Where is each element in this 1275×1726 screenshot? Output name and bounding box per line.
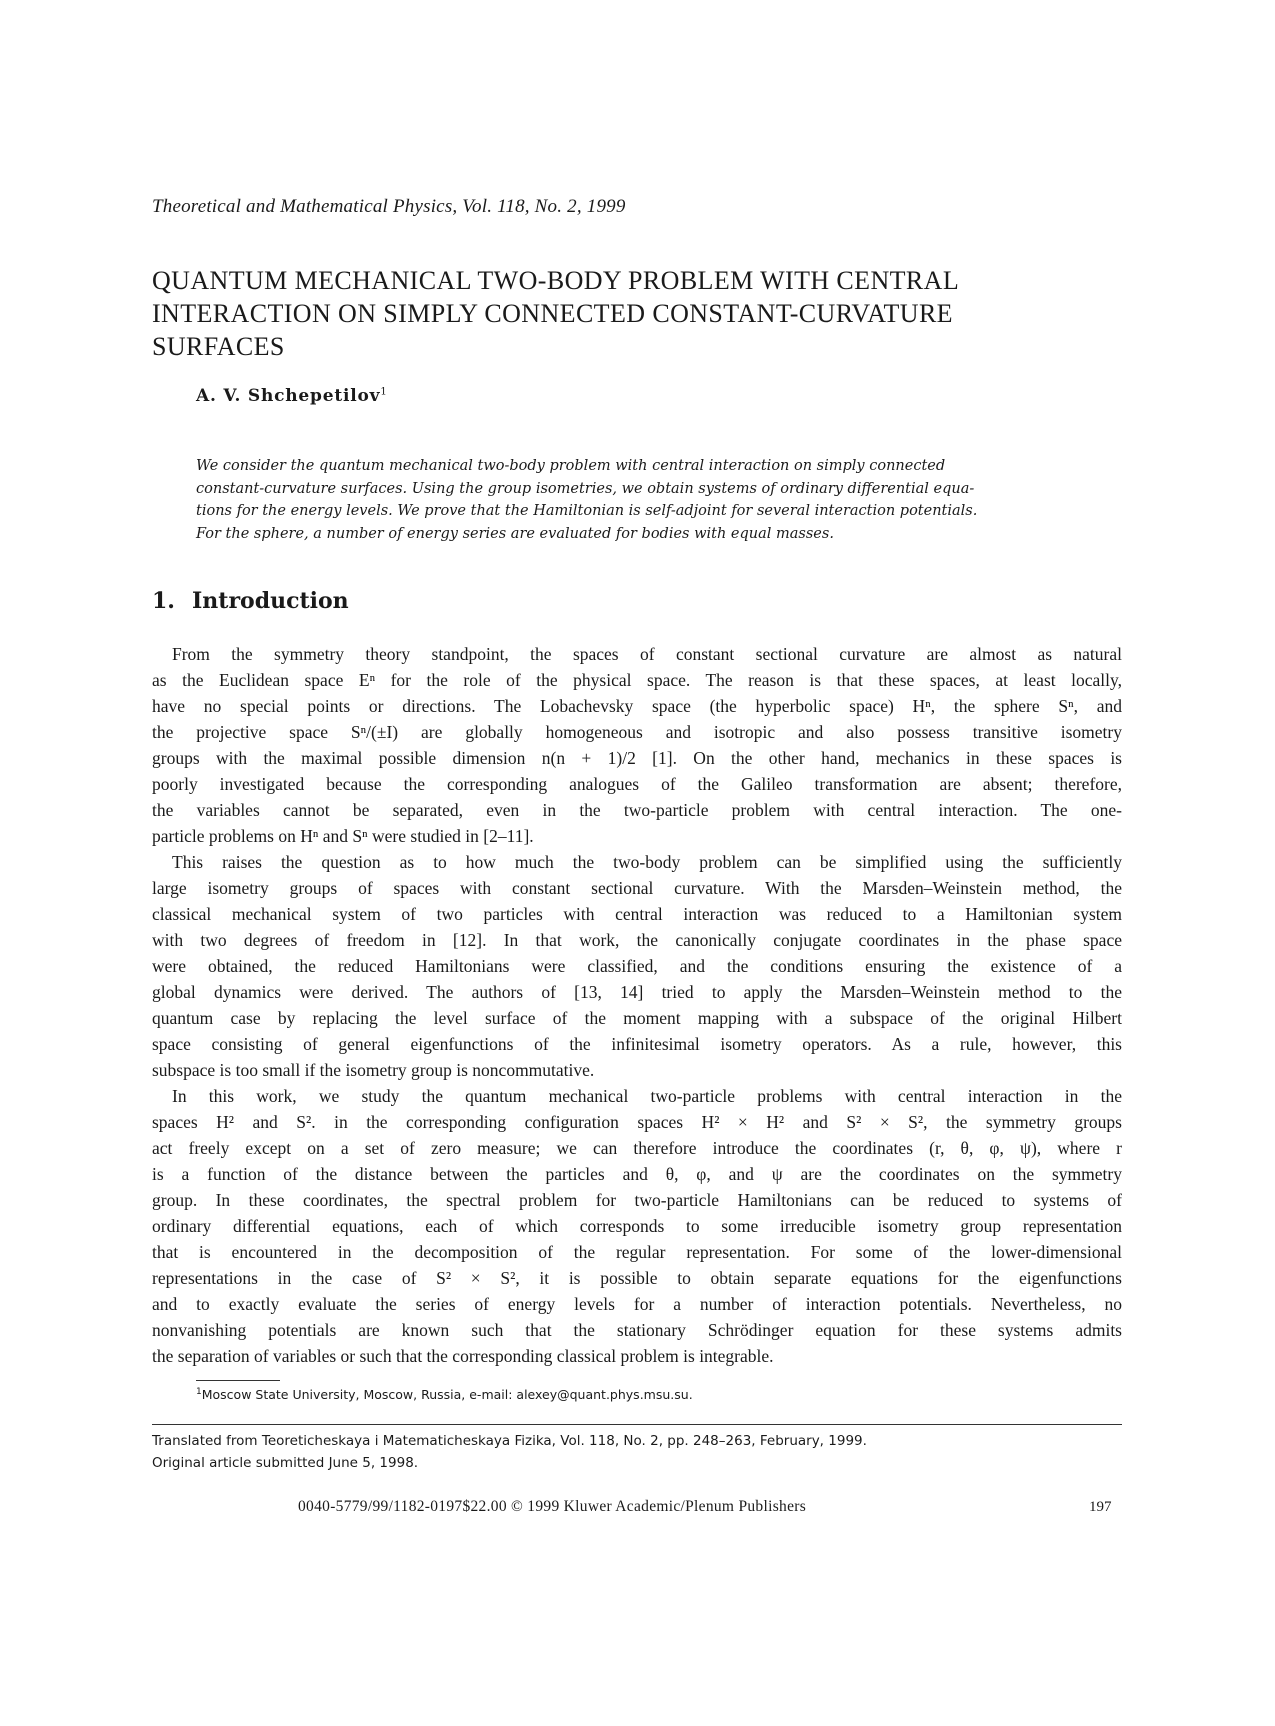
body-line: poorly investigated because the corresponding analogues of the Galileo transformation are absent; therefore, (152, 774, 1122, 794)
footnote-mark: 1 (196, 1387, 202, 1397)
footnote-divider (196, 1380, 280, 1381)
article-title (152, 264, 1152, 363)
body-line: classical mechanical system of two particles with central interaction was reduced to a Hamiltonian system (152, 904, 1122, 924)
title-line: INTERACTION ON SIMPLY CONNECTED CONSTANT-CURVATURE (152, 299, 953, 328)
abstract-line: constant-curvature surfaces. Using the group isometries, we obtain systems of ordinary differential equa- (196, 480, 975, 497)
body-line: group. In these coordinates, the spectral problem for two-particle Hamiltonians can be reduced to systems of (152, 1190, 1122, 1210)
body-line: were obtained, the reduced Hamiltonians were classified, and the conditions ensuring the existence of a (152, 956, 1122, 976)
section-heading (152, 588, 349, 614)
body-line: subspace is too small if the isometry group is noncommutative. (152, 1060, 595, 1080)
page-number: 197 (1089, 1499, 1112, 1515)
author-footnote-mark: 1 (380, 386, 388, 398)
body-line: spaces H² and S². in the corresponding configuration spaces H² × H² and S² × S², the symmetry groups (152, 1112, 1122, 1132)
author-name: A. V. Shchepetilov (196, 386, 381, 406)
title-line: QUANTUM MECHANICAL TWO-BODY PROBLEM WITH CENTRAL (152, 266, 960, 295)
body-line: act freely except on a set of zero measure; we can therefore introduce the coordinates (r, θ, φ, ψ), where r (152, 1138, 1122, 1158)
body-line: representations in the case of S² × S², it is possible to obtain separate equations for the eigenfunctions (152, 1268, 1122, 1288)
abstract-line: tions for the energy levels. We prove that the Hamiltonian is self-adjoint for several interaction potentials. (196, 503, 978, 519)
abstract-line: We consider the quantum mechanical two-body problem with central interaction on simply connected (196, 458, 946, 474)
body-line: as the Euclidean space Eⁿ for the role of the physical space. The reason is that these spaces, at least locally, (152, 670, 1122, 690)
body-line: particle problems on Hⁿ and Sⁿ were studied in [2–11]. (152, 826, 534, 846)
copyright-line: 0040-5779/99/1182-0197$22.00 © 1999 Kluwer Academic/Plenum Publishers (298, 1498, 807, 1515)
body-line: the separation of variables or such that the corresponding classical problem is integrable. (152, 1346, 774, 1366)
journal-citation: Theoretical and Mathematical Physics, Vol. 118, No. 2, 1999 (152, 196, 626, 217)
body-line: and to exactly evaluate the series of energy levels for a number of interaction potentials. Nevertheless, no (152, 1294, 1122, 1314)
body-line: the projective space Sⁿ/(±I) are globally homogeneous and isotropic and also possess transitive isometry (152, 722, 1122, 742)
section-title: Introduction (192, 588, 349, 614)
footnote (196, 1387, 693, 1402)
body-line: is a function of the distance between the particles and θ, φ, and ψ are the coordinates on the symmetry (152, 1164, 1122, 1184)
body-line: In this work, we study the quantum mechanical two-particle problems with central interaction in the (172, 1086, 1122, 1106)
body-line: global dynamics were derived. The authors of [13, 14] tried to apply the Marsden–Weinstein method to the (152, 982, 1122, 1002)
translation-line: Original article submitted June 5, 1998. (152, 1455, 419, 1471)
body-line: large isometry groups of spaces with constant sectional curvature. With the Marsden–Weinstein method, the (152, 878, 1122, 898)
title-line: SURFACES (152, 332, 285, 361)
body-line: This raises the question as to how much the two-body problem can be simplified using the sufficiently (172, 852, 1122, 872)
body-line: the variables cannot be separated, even in the two-particle problem with central interaction. The one- (152, 800, 1122, 820)
body-line: ordinary differential equations, each of which corresponds to some irreducible isometry group representation (152, 1216, 1122, 1236)
footnote-text: Moscow State University, Moscow, Russia, e-mail: alexey@quant.phys.msu.su. (201, 1387, 693, 1403)
abstract (196, 455, 1110, 545)
body-line: that is encountered in the decomposition of the regular representation. For some of the lower-dimensional (152, 1242, 1122, 1262)
body-line: groups with the maximal possible dimension n(n + 1)/2 [1]. On the other hand, mechanics in these spaces is (152, 748, 1122, 768)
abstract-line: For the sphere, a number of energy series are evaluated for bodies with equal masses. (196, 525, 834, 542)
body-line: have no special points or directions. The Lobachevsky space (the hyperbolic space) Hⁿ, the sphere Sⁿ, and (152, 696, 1122, 716)
translation-note (152, 1430, 1122, 1474)
body-line: with two degrees of freedom in [12]. In that work, the canonically conjugate coordinates in the phase space (152, 930, 1122, 950)
author (196, 386, 388, 406)
translation-line: Translated from Teoreticheskaya i Matematicheskaya Fizika, Vol. 118, No. 2, pp. 248–263, February, 1999. (152, 1433, 867, 1449)
translation-divider (152, 1424, 1122, 1425)
body-line: nonvanishing potentials are known such that the stationary Schrödinger equation for these systems admits (152, 1320, 1122, 1340)
body-line: quantum case by replacing the level surface of the moment mapping with a subspace of the original Hilbert (152, 1008, 1122, 1028)
body-line: space consisting of general eigenfunctions of the infinitesimal isometry operators. As a rule, however, this (152, 1034, 1122, 1054)
body-line: From the symmetry theory standpoint, the spaces of constant sectional curvature are almost as natural (172, 644, 1122, 664)
section-body (152, 641, 1122, 1369)
section-number: 1. (152, 588, 175, 614)
